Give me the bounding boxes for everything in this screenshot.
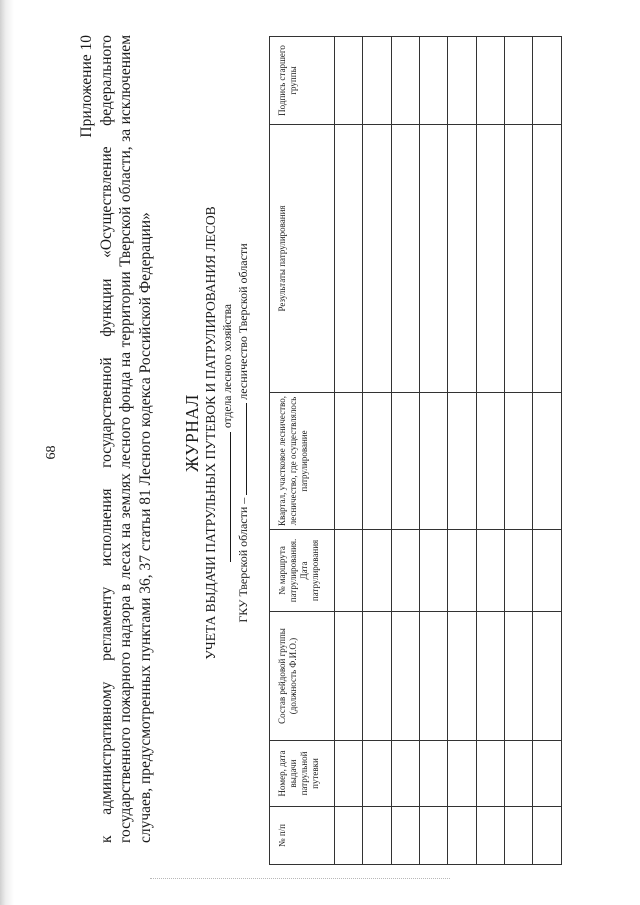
table-cell xyxy=(448,393,477,530)
table-cell xyxy=(335,741,363,807)
column-header: № маршрута патрулирования. Дата патрулирования xyxy=(270,530,335,612)
table-cell xyxy=(533,807,562,865)
table-row xyxy=(420,37,448,865)
table-cell xyxy=(335,612,363,741)
table-header-row xyxy=(270,37,335,865)
journal-heading xyxy=(182,81,251,785)
table-cell xyxy=(363,125,392,393)
table-cell xyxy=(505,37,533,125)
column-header: Квартал, участковое лесничество, лесничество, где осуществлялось патрулирование xyxy=(270,393,335,530)
table-cell xyxy=(533,37,562,125)
table-cell xyxy=(505,807,533,865)
journal-title: ЖУРНАЛ xyxy=(182,394,202,472)
table-row xyxy=(477,37,505,865)
appendix-title: Приложение 10 xyxy=(78,35,95,138)
department-line xyxy=(219,81,235,785)
table-cell xyxy=(335,807,363,865)
organization-blank xyxy=(235,403,247,495)
table-row xyxy=(505,37,533,865)
department-label: отдела лесного хозяйства xyxy=(222,304,234,428)
table-cell xyxy=(505,125,533,393)
table-cell xyxy=(448,37,477,125)
table-cell xyxy=(335,393,363,530)
organization-prefix: ГКУ Тверской области – xyxy=(236,497,250,623)
table-cell xyxy=(363,37,392,125)
table-cell xyxy=(448,530,477,612)
table-cell xyxy=(363,807,392,865)
column-header: Состав рейдовой группы (должность Ф.И.О.) xyxy=(270,612,335,741)
table-cell xyxy=(505,393,533,530)
table-cell xyxy=(477,530,505,612)
table-cell xyxy=(392,807,420,865)
table-cell xyxy=(392,741,420,807)
table-row xyxy=(363,37,392,865)
table-cell xyxy=(505,530,533,612)
table-row xyxy=(392,37,420,865)
table-cell xyxy=(533,125,562,393)
table-cell xyxy=(505,741,533,807)
appendix-body: к административному регламенту исполнения государственной функции «Осуществление федерального государственного пожарного надзора в лесах на землях лесного фонда на территории Тверской области, за исключением случаев, предусмотренных пунктами 36, 37 статьи 81 Лесного кодекса Российской Федерации» xyxy=(97,35,154,843)
table-cell xyxy=(533,612,562,741)
organization-suffix: лесничество Тверской области xyxy=(236,243,250,400)
table-row xyxy=(335,37,363,865)
table-cell xyxy=(335,125,363,393)
table-cell xyxy=(448,612,477,741)
table-cell xyxy=(392,37,420,125)
table-cell xyxy=(420,807,448,865)
page-number: 68 xyxy=(44,445,59,460)
table-cell xyxy=(363,612,392,741)
table-cell xyxy=(363,393,392,530)
table-cell xyxy=(420,612,448,741)
table-cell xyxy=(420,37,448,125)
column-header: Номер, дата выдачи патрульной путевки xyxy=(270,741,335,807)
table-cell xyxy=(392,125,420,393)
appendix-header xyxy=(77,35,155,843)
table-cell xyxy=(533,530,562,612)
table-cell xyxy=(420,530,448,612)
table-cell xyxy=(392,612,420,741)
department-blank xyxy=(219,432,231,562)
table-cell xyxy=(448,741,477,807)
table-cell xyxy=(392,530,420,612)
table-cell xyxy=(363,741,392,807)
table-cell xyxy=(363,530,392,612)
table-row xyxy=(448,37,477,865)
table-cell xyxy=(477,741,505,807)
table-cell xyxy=(335,530,363,612)
table-cell xyxy=(505,612,533,741)
organization-line xyxy=(235,81,251,785)
table-cell xyxy=(533,393,562,530)
table-cell xyxy=(448,807,477,865)
table-cell xyxy=(420,741,448,807)
patrol-log-table xyxy=(269,36,562,865)
table-cell xyxy=(477,807,505,865)
column-header: № п/п xyxy=(270,807,335,865)
table-cell xyxy=(420,393,448,530)
table-cell xyxy=(420,125,448,393)
table-cell xyxy=(533,741,562,807)
table-row xyxy=(533,37,562,865)
column-header: Результаты патрулирования xyxy=(270,125,335,393)
table-cell xyxy=(448,125,477,393)
table-cell xyxy=(477,612,505,741)
table-cell xyxy=(477,37,505,125)
column-header: Подпись старшего группы xyxy=(270,37,335,125)
journal-subtitle: УЧЕТА ВЫДАЧИ ПАТРУЛЬНЫХ ПУТЕВОК И ПАТРУЛИРОВАНИЯ ЛЕСОВ xyxy=(203,206,218,660)
table-cell xyxy=(335,37,363,125)
table-cell xyxy=(477,125,505,393)
table-cell xyxy=(477,393,505,530)
table-cell xyxy=(392,393,420,530)
